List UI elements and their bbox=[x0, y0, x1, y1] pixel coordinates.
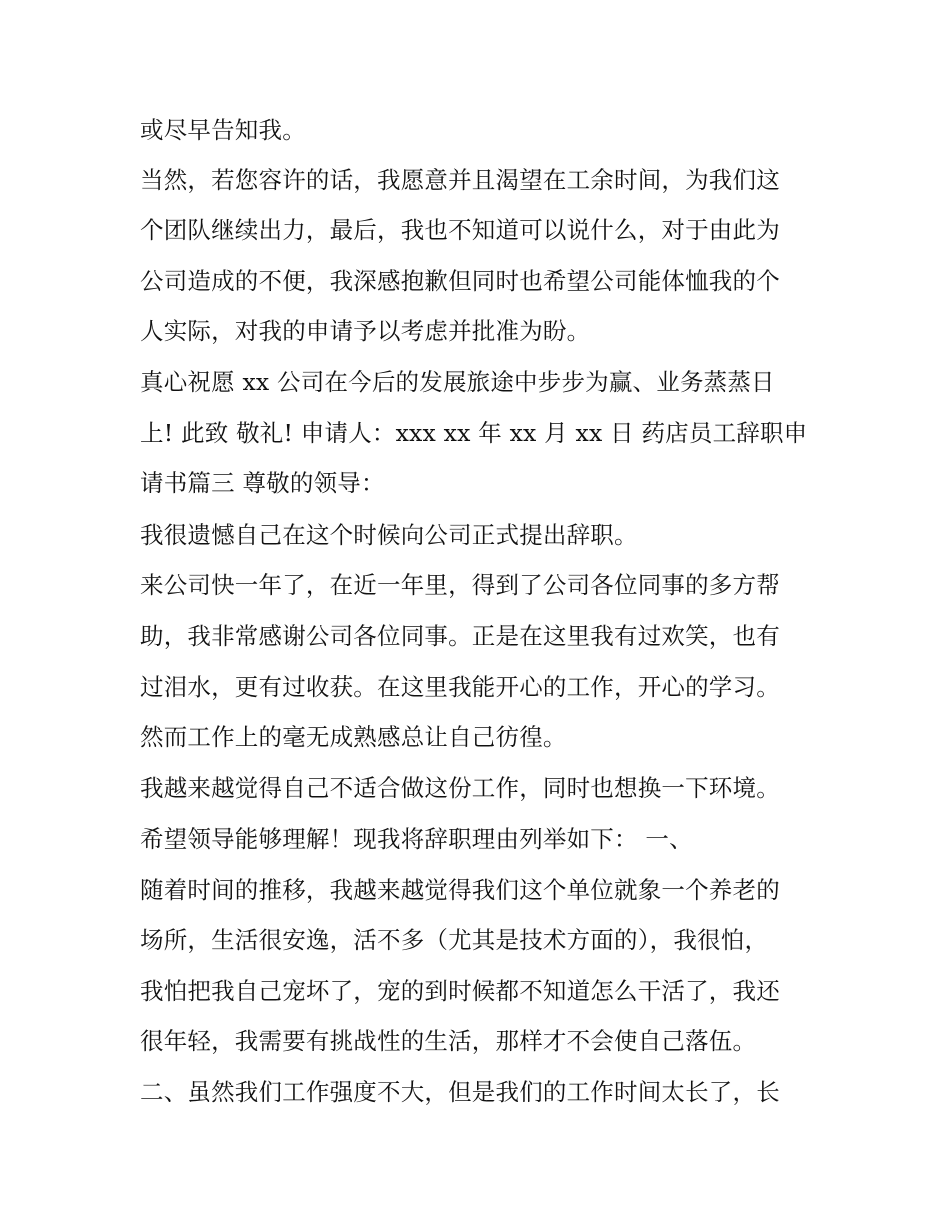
text-line: 公司造成的不便，我深感抱歉但同时也希望公司能体恤我的个 bbox=[140, 267, 780, 295]
text-line: 希望领导能够理解！现我将辞职理由列举如下： 一、 bbox=[140, 825, 693, 853]
text-line: 来公司快一年了，在近一年里，得到了公司各位同事的多方帮 bbox=[140, 571, 780, 599]
text-line: 上! 此致 敬礼! 申请人：xxx xx 年 xx 月 xx 日 药店员工辞职申 bbox=[140, 419, 808, 447]
text-line: 人实际，对我的申请予以考虑并批准为盼。 bbox=[140, 317, 591, 345]
text-line: 当然，若您容许的话，我愿意并且渴望在工余时间，为我们这 bbox=[140, 166, 780, 194]
text-line: 然而工作上的毫无成熟感总让自己彷徨。 bbox=[140, 723, 567, 751]
text-line: 请书篇三 尊敬的领导： bbox=[140, 469, 385, 497]
text-line: 过泪水，更有过收获。在这里我能开心的工作，开心的学习。 bbox=[140, 673, 780, 701]
text-line: 随着时间的推移，我越来越觉得我们这个单位就象一个养老的 bbox=[140, 876, 780, 904]
text-line: 个团队继续出力，最后，我也不知道可以说什么，对于由此为 bbox=[140, 216, 780, 244]
text-line: 我很遗憾自己在这个时候向公司正式提出辞职。 bbox=[140, 521, 638, 549]
text-line: 真心祝愿 xx 公司在今后的发展旅途中步步为赢、业务蒸蒸日 bbox=[140, 368, 775, 396]
text-line: 场所，生活很安逸，活不多（尤其是技术方面的），我很怕， bbox=[140, 926, 769, 954]
text-line: 我越来越觉得自己不适合做这份工作，同时也想换一下环境。 bbox=[140, 774, 780, 802]
text-line: 二、虽然我们工作强度不大，但是我们的工作时间太长了，长 bbox=[140, 1078, 780, 1106]
text-line: 或尽早告知我。 bbox=[140, 116, 306, 144]
text-line: 助，我非常感谢公司各位同事。正是在这里我有过欢笑，也有 bbox=[140, 622, 780, 650]
text-line: 我怕把我自己宠坏了，宠的到时候都不知道怎么干活了，我还 bbox=[140, 977, 780, 1005]
text-line: 很年轻，我需要有挑战性的生活，那样才不会使自己落伍。 bbox=[140, 1027, 757, 1055]
